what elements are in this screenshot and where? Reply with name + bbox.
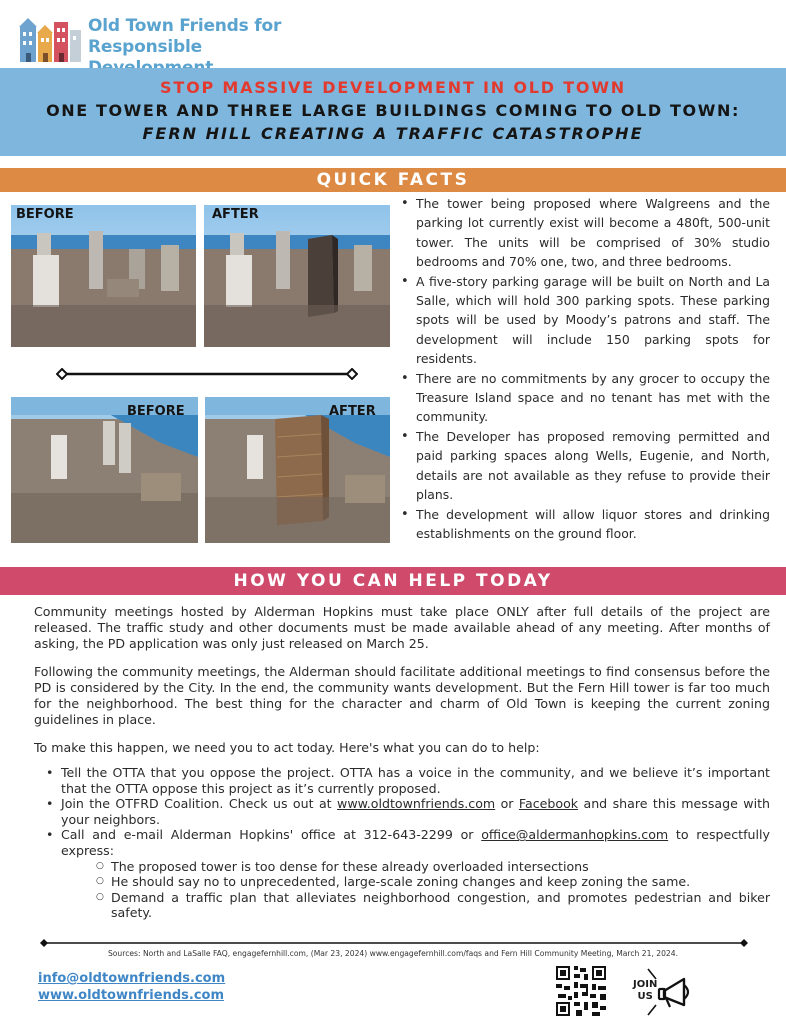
fact-item: • The Developer has proposed removing permitted and paid parking spaces along Wells, Eugenie, and North, details are not available as they refuse to provide their plans. xyxy=(400,427,770,505)
us-text: US xyxy=(637,991,653,1002)
join-text: JOIN xyxy=(633,979,658,990)
join-us-badge[interactable] xyxy=(628,965,698,1019)
headline-banner xyxy=(0,68,786,156)
express-point: ○ Demand a traffic plan that alleviates neighborhood congestion, and promotes pedestrian and biker safety. xyxy=(84,890,770,921)
headline-stop: STOP MASSIVE DEVELOPMENT IN OLD TOWN xyxy=(160,78,626,97)
action-join-text: Join the OTFRD Coalition. Check us out at xyxy=(61,796,338,812)
action-call-express: to respectfully express: xyxy=(61,827,770,858)
contact-links xyxy=(38,970,225,1004)
help-paragraph-1: Community meetings hosted by Alderman Hopkins must take place ONLY after full details of the project are released. The traffic study and other documents must be made available ahead of any meeting. After months of asking, the PD application was only just released on March 25. xyxy=(34,604,770,651)
action-call-text: Call and e-mail Alderman Hopkins' office at 312-643-2299 or xyxy=(61,827,482,843)
fact-item: • There are no commitments by any grocer to occupy the Treasure Island space and no tenant has met with the community. xyxy=(400,369,770,427)
how-to-help-heading: HOW YOU CAN HELP TODAY xyxy=(0,567,786,595)
action-join-share: and share this message with your neighbors. xyxy=(61,796,771,827)
diamond-divider xyxy=(56,368,358,380)
help-body xyxy=(34,604,770,921)
help-paragraph-2: Following the community meetings, the Alderman should facilitate additional meetings to find consensus before the PD is considered by the City. In the end, the community wants development. But the Fern Hill tower is far too much for the neighborhood. The best thing for the character and charm of Old Town is keeping the current zoning guidelines in place. xyxy=(34,664,770,727)
join-us-label xyxy=(633,979,657,1003)
bottom-diamond-divider xyxy=(38,937,750,949)
oldtownfriends-link[interactable]: www.oldtownfriends.com xyxy=(337,796,496,812)
express-point: ○ He should say no to unprecedented, large-scale zoning changes and keep zoning the same. xyxy=(84,874,770,890)
express-point: ○ The proposed tower is too dense for these already overloaded intersections xyxy=(84,859,770,875)
diamond-end-icon xyxy=(740,939,748,947)
alderman-email-link[interactable]: office@aldermanhopkins.com xyxy=(481,827,669,843)
diamond-end-icon xyxy=(347,369,357,379)
org-logo xyxy=(18,10,318,66)
quick-facts-list xyxy=(400,194,770,543)
photo-label-before-1: BEFORE xyxy=(16,207,74,222)
contact-website-link[interactable]: www.oldtownfriends.com xyxy=(38,988,224,1003)
org-name-line2: Responsible xyxy=(88,37,202,57)
action-item-call xyxy=(34,827,770,921)
sources-footnote: Sources: North and LaSalle FAQ, engagefernhill.com, (Mar 23, 2024) www.engagefernhill.com/faqs and Fern Hill Community Meeting, March 21, 2024. xyxy=(107,949,679,958)
fact-item: • The tower being proposed where Walgreens and the parking lot currently exist will become a 480ft, 500-unit tower. The units will be comprised of 30% studio bedrooms and 70% one, two, and three bedrooms. xyxy=(400,194,770,272)
action-item-otta: • Tell the OTTA that you oppose the project. OTTA has a voice in the community, and we believe it’s important that the OTTA oppose this project as it’s currently proposed. xyxy=(34,765,770,796)
fact-item: • The development will allow liquor stores and drinking establishments on the ground floor. xyxy=(400,505,770,544)
photo-label-after-2: AFTER xyxy=(329,404,376,419)
org-name-line1: Old Town Friends for xyxy=(88,16,282,36)
quick-facts-heading: QUICK FACTS xyxy=(0,168,786,192)
townhouses-logo-icon xyxy=(18,12,82,64)
diamond-end-icon xyxy=(40,939,48,947)
help-actions-list xyxy=(34,765,770,921)
before-photo-1 xyxy=(11,205,196,347)
qr-code-icon[interactable] xyxy=(556,966,606,1016)
facebook-link[interactable]: Facebook xyxy=(518,796,579,812)
express-points-list xyxy=(84,859,770,921)
diamond-end-icon xyxy=(57,369,67,379)
help-paragraph-3: To make this happen, we need you to act today. Here's what you can do to help: xyxy=(34,740,540,755)
headline-main: ONE TOWER AND THREE LARGE BUILDINGS COMING TO OLD TOWN: xyxy=(46,101,740,120)
photo-label-before-2: BEFORE xyxy=(127,404,185,419)
headline-subtitle: FERN HILL CREATING A TRAFFIC CATASTROPHE xyxy=(142,124,644,143)
photo-label-after-1: AFTER xyxy=(212,207,259,222)
action-join-or: or xyxy=(495,796,519,812)
action-item-join xyxy=(34,796,770,827)
contact-email-link[interactable]: info@oldtownfriends.com xyxy=(38,971,226,986)
fact-item: • A five-story parking garage will be built on North and La Salle, which will hold 300 parking spots. These parking spots will be used by Moody’s patrons and staff. The development will include 150 parking spots for residents. xyxy=(400,272,770,369)
after-photo-1 xyxy=(204,205,390,347)
